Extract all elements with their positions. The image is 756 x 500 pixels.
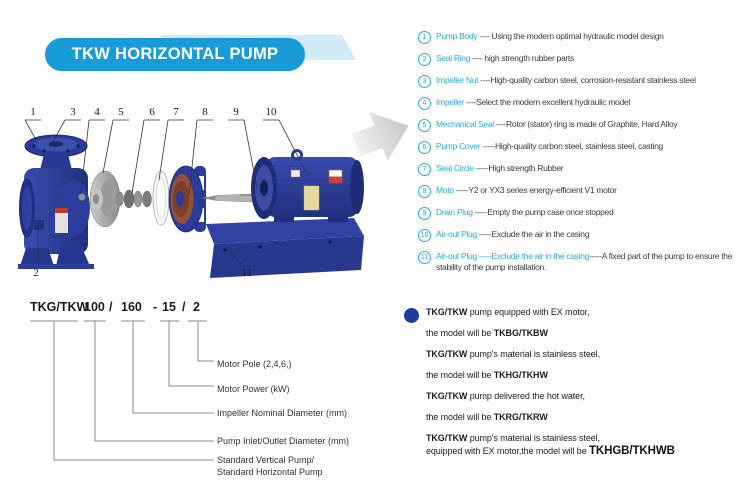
label-impeller-diameter: Impeller Nominal Diameter (mm) bbox=[217, 408, 348, 418]
part-number-3: 3 bbox=[70, 106, 76, 118]
part-description: ---- Using the modern optimal hydraulic model design bbox=[477, 31, 664, 41]
part-name: Moto bbox=[436, 185, 454, 195]
pump-cover-illustration bbox=[169, 166, 206, 232]
part-description: -----Empty the pump case once stopped bbox=[472, 207, 614, 217]
note-line: TKG/TKW pump's material is stainless steel, bbox=[426, 433, 600, 443]
pump-body-illustration bbox=[18, 135, 94, 269]
part-number-4: 4 bbox=[94, 106, 100, 118]
base-plate-illustration bbox=[206, 218, 364, 278]
circled-number: 4 bbox=[418, 97, 431, 110]
part-number-2: 2 bbox=[33, 267, 39, 279]
part-name: Seal Circle bbox=[436, 163, 474, 173]
right-arrow-icon bbox=[350, 95, 422, 173]
parts-list-item bbox=[418, 97, 756, 110]
part-number-1: 1 bbox=[30, 106, 36, 118]
part-number-6: 6 bbox=[149, 106, 155, 118]
label-standard-horizontal: Standard Horizontal Pump bbox=[217, 467, 323, 477]
circled-number: 6 bbox=[418, 141, 431, 154]
part-description: -----High-quality carbon steel, stainless steel, casting bbox=[480, 141, 663, 151]
note-line: TKG/TKW pump equipped with EX motor, bbox=[426, 307, 590, 317]
part-name: Impeller Nut bbox=[436, 75, 479, 85]
parts-list-item bbox=[418, 229, 756, 242]
part-number-8: 8 bbox=[202, 106, 208, 118]
model-notes bbox=[426, 306, 754, 466]
label-motor-pole: Motor Pole (2,4,6,) bbox=[217, 359, 292, 369]
circled-number: 3 bbox=[418, 75, 431, 88]
part-name: Pump Body bbox=[436, 31, 478, 41]
part-description: ----High-quality carbon steel, corrosion-resistant stainless steel bbox=[478, 75, 696, 85]
impeller-nut-illustration bbox=[79, 194, 86, 201]
model-code-pole: 2 bbox=[193, 300, 200, 314]
model-code-slash2: / bbox=[182, 300, 186, 314]
label-motor-power: Motor Power (kW) bbox=[217, 384, 290, 394]
banner-title-pill bbox=[45, 38, 305, 71]
part-name: Drain Plug bbox=[436, 207, 473, 217]
pump-exploded-diagram bbox=[10, 100, 400, 295]
part-description: ----Rotor (stator) ring is made of Graphite, Hard Alloy bbox=[493, 119, 678, 129]
parts-list-item bbox=[418, 53, 756, 66]
parts-list-item bbox=[418, 251, 756, 273]
parts-list-item bbox=[418, 207, 756, 220]
circled-number: 7 bbox=[418, 163, 431, 176]
part-name: Seal Ring bbox=[436, 53, 471, 63]
circled-number: 8 bbox=[418, 185, 431, 198]
motor-illustration bbox=[251, 151, 364, 223]
part-description: -----A fixed part of the pump to ensure the stability of the pump installation. bbox=[436, 251, 733, 272]
parts-list-item bbox=[418, 31, 756, 44]
part-name: Mechanical Seal bbox=[436, 119, 494, 129]
shaft-illustration bbox=[201, 194, 260, 203]
note-line: the model will be TKHG/TKHW bbox=[426, 370, 548, 380]
model-code-series: TKG/TKW bbox=[30, 300, 89, 314]
circled-number: 1 bbox=[418, 31, 431, 44]
part-number-7: 7 bbox=[173, 106, 179, 118]
part-description: -----Y2 or YX3 series energy-efficient V1 motor bbox=[453, 185, 617, 195]
circled-number: 9 bbox=[418, 207, 431, 220]
model-code-tokens bbox=[30, 300, 200, 314]
circled-number: 10 bbox=[418, 229, 431, 242]
part-number-10: 10 bbox=[265, 106, 277, 118]
parts-list-item bbox=[418, 141, 756, 154]
circled-number: 11 bbox=[418, 251, 431, 264]
circled-number: 5 bbox=[418, 119, 431, 132]
parts-list-item bbox=[418, 185, 756, 198]
part-description: -----Exclude the air in the casing bbox=[476, 229, 590, 239]
note-line: the model will be TKBG/TKBW bbox=[426, 328, 548, 338]
model-code-impeller: 160 bbox=[121, 300, 142, 314]
part-description: ----Select the modern excellent hydraulic model bbox=[463, 97, 630, 107]
part-number-11: 11 bbox=[241, 267, 253, 279]
mechanical-seal-illustration bbox=[117, 190, 152, 208]
parts-list-item bbox=[418, 75, 756, 88]
label-inlet-outlet: Pump Inlet/Outlet Diameter (mm) bbox=[217, 436, 350, 446]
model-code-inlet: 100 bbox=[84, 300, 105, 314]
part-description: -----High strength Rubber bbox=[473, 163, 564, 173]
model-leader-lines bbox=[30, 321, 214, 460]
note-line: equipped with EX motor,the model will be TKHGB/TKHWB bbox=[426, 445, 675, 457]
model-code-slash1: / bbox=[109, 300, 113, 314]
part-name: Impeller bbox=[436, 97, 464, 107]
part-name: Air-out Plug -----Exclude the air in the casing bbox=[436, 251, 590, 261]
model-code-power: 15 bbox=[162, 300, 176, 314]
seal-circle-illustration bbox=[153, 171, 169, 225]
note-line: the model will be TKRG/TKRW bbox=[426, 412, 548, 422]
model-code-breakdown bbox=[2, 293, 362, 493]
impeller-illustration bbox=[90, 171, 120, 227]
parts-list-item bbox=[418, 163, 756, 176]
page-title: TKW HORIZONTAL PUMP bbox=[71, 45, 279, 63]
label-standard-vertical: Standard Vertical Pump/ bbox=[217, 455, 315, 465]
note-line: TKG/TKW pump delivered the hot water, bbox=[426, 391, 585, 401]
part-number-9: 9 bbox=[233, 106, 239, 118]
part-description: ---- high strength rubber parts bbox=[470, 53, 574, 63]
model-code-dash: - bbox=[153, 300, 158, 314]
part-name: Air-out Plug bbox=[436, 229, 477, 239]
note-bullet-icon bbox=[404, 308, 419, 323]
part-number-5: 5 bbox=[118, 106, 124, 118]
note-line: TKG/TKW pump's material is stainless steel, bbox=[426, 349, 600, 359]
part-name: Pump Cover bbox=[436, 141, 481, 151]
parts-list bbox=[418, 31, 756, 282]
circled-number: 2 bbox=[418, 53, 431, 66]
parts-list-item bbox=[418, 119, 756, 132]
model-labels bbox=[217, 359, 349, 477]
